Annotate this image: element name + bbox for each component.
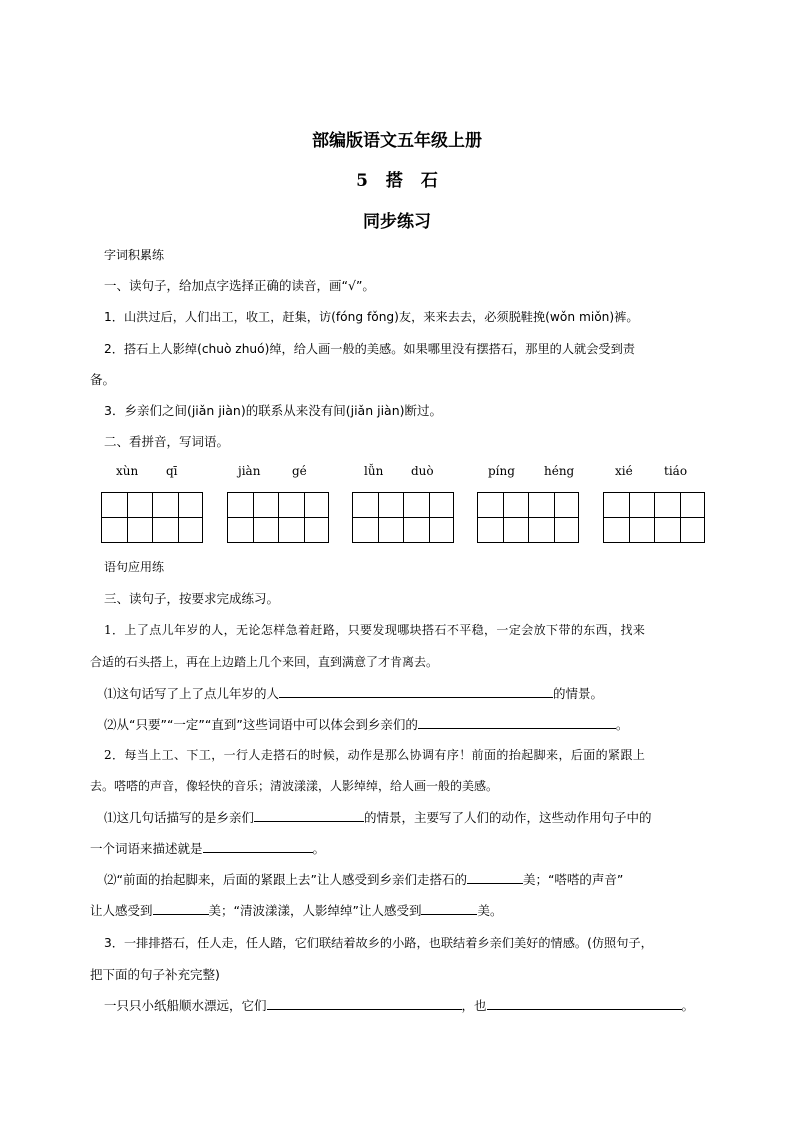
passage-3-exercise (104, 996, 694, 1014)
p1-q2-suffix: 。 (615, 717, 629, 732)
answer-blank-p3b[interactable] (487, 996, 682, 1010)
p2-q1-text: ⑴这几句话描写的是乡亲们 (104, 810, 255, 825)
doc-title: 部编版语文五年级上册 (312, 131, 482, 151)
pinyin-5a: xié (615, 464, 633, 478)
writing-cell[interactable] (353, 493, 403, 542)
pinyin-2b: gé (292, 464, 307, 478)
writing-cell[interactable] (604, 493, 654, 542)
passage-3-line-2: 把下面的句子补充完整) (90, 967, 220, 982)
doc-subtitle: 同步练习 (363, 212, 431, 232)
writing-cell[interactable] (152, 493, 202, 542)
answer-blank-p2-q2c[interactable] (421, 901, 477, 915)
p1-q2-text: ⑵从“只要”“一定”“直到”这些词语中可以体会到乡亲们的 (104, 717, 418, 732)
p3-suffix: 。 (681, 998, 695, 1013)
p3-mid: ，也 (461, 998, 487, 1013)
p2-q1b-suffix: 。 (312, 841, 326, 856)
passage-1-question-1 (104, 684, 603, 702)
question-1-title: 一、读句子，给加点字选择正确的读音，画“√”。 (104, 278, 375, 293)
p2-q2b-text: 让人感受到 (90, 903, 153, 918)
lesson-title: 5 搭 石 (356, 171, 438, 191)
pinyin-1a: xùn (116, 464, 139, 478)
pinyin-3b: duò (411, 464, 434, 478)
p1-q1-suffix: 的情景。 (553, 686, 604, 701)
p3-text: 一只只小纸船顺水漂远，它们 (104, 998, 267, 1013)
passage-2-line-2: 去。嗒嗒的声音，像轻快的音乐；清波漾漾，人影绰绰，给人画一般的美感。 (90, 779, 499, 793)
writing-cell[interactable] (528, 493, 578, 542)
answer-blank-p2-q1b[interactable] (203, 839, 313, 853)
pinyin-3a: lǚn (364, 464, 384, 478)
answer-blank-p1-q1[interactable] (279, 684, 553, 698)
writing-box-3[interactable] (352, 492, 454, 543)
writing-cell[interactable] (403, 493, 453, 542)
p2-q2-mid: 美；“嗒嗒的声音” (522, 872, 624, 887)
question-1-item-1: 1．山洪过后，人们出工，收工，赶集，访(fóng fǒng)友，来来去去，必须脱鞋挽(wǒn miǒn)裤。 (104, 310, 639, 324)
writing-box-5[interactable] (603, 492, 705, 543)
writing-cell[interactable] (228, 493, 278, 542)
pinyin-2a: jiàn (238, 464, 261, 478)
passage-3-line-1: 3．一排排搭石，任人走，任人踏，它们联结着故乡的小路，也联结着乡亲们美好的情感。(仿照句子， (104, 936, 653, 950)
passage-1-line-1: 1．上了点儿年岁的人，无论怎样急着赶路，只要发现哪块搭石不平稳，一定会放下带的东西，找来 (104, 623, 646, 637)
passage-2-question-1 (104, 808, 652, 826)
question-1-item-3: 3．乡亲们之间(jiǎn jiàn)的联系从来没有间(jiǎn jiàn)断过。 (104, 403, 443, 418)
question-2-title: 二、看拼音，写词语。 (104, 434, 230, 449)
section-heading-sentence: 语句应用练 (104, 560, 165, 574)
pinyin-5b: tiáo (664, 464, 688, 478)
passage-2-question-1-cont (90, 839, 325, 857)
pinyin-4b: héng (544, 464, 575, 478)
p1-q1-text: ⑴这句话写了上了点儿年岁的人 (104, 686, 280, 701)
answer-blank-p2-q2a[interactable] (467, 870, 523, 884)
passage-2-line-1: 2．每当上工、下工，一行人走搭石的时候，动作是那么协调有序！前面的抬起脚来，后面的紧跟上 (104, 748, 646, 762)
answer-blank-p1-q2[interactable] (418, 715, 616, 729)
writing-cell[interactable] (654, 493, 704, 542)
question-1-item-2-cont: 备。 (90, 372, 116, 387)
answer-blank-p2-q1a[interactable] (254, 808, 364, 822)
p2-q1-mid: 的情景，主要写了人们的动作，这些动作用句子中的 (364, 810, 652, 825)
writing-cell[interactable] (102, 493, 152, 542)
writing-cell[interactable] (278, 493, 328, 542)
question-1-item-2: 2．搭石上人影绰(chuò zhuó)绰，给人画一般的美感。如果哪里没有摆搭石，那里的人就会受到责 (104, 342, 635, 356)
answer-blank-p3a[interactable] (267, 996, 462, 1010)
passage-2-question-2 (104, 870, 623, 888)
passage-1-line-2: 合适的石头搭上，再在上边踏上几个来回，直到满意了才肯离去。 (90, 655, 439, 669)
writing-cell[interactable] (478, 493, 528, 542)
pinyin-4a: píng (488, 464, 515, 478)
writing-box-1[interactable] (101, 492, 203, 543)
p2-q2b-mid: 美；“清波漾漾，人影绰绰”让人感受到 (208, 903, 422, 918)
answer-blank-p2-q2b[interactable] (153, 901, 209, 915)
question-3-title: 三、读句子，按要求完成练习。 (104, 591, 280, 606)
pinyin-1b: qī (166, 464, 178, 478)
section-heading-vocab: 字词积累练 (104, 248, 165, 262)
p2-q2-text: ⑵“前面的抬起脚来，后面的紧跟上去”让人感受到乡亲们走搭石的 (104, 872, 467, 887)
writing-box-4[interactable] (477, 492, 579, 543)
writing-box-2[interactable] (227, 492, 329, 543)
passage-2-question-2-cont (90, 901, 502, 919)
p2-q1b-text: 一个词语来描述就是 (90, 841, 203, 856)
p2-q2b-suffix: 美。 (477, 903, 503, 918)
passage-1-question-2 (104, 715, 628, 733)
